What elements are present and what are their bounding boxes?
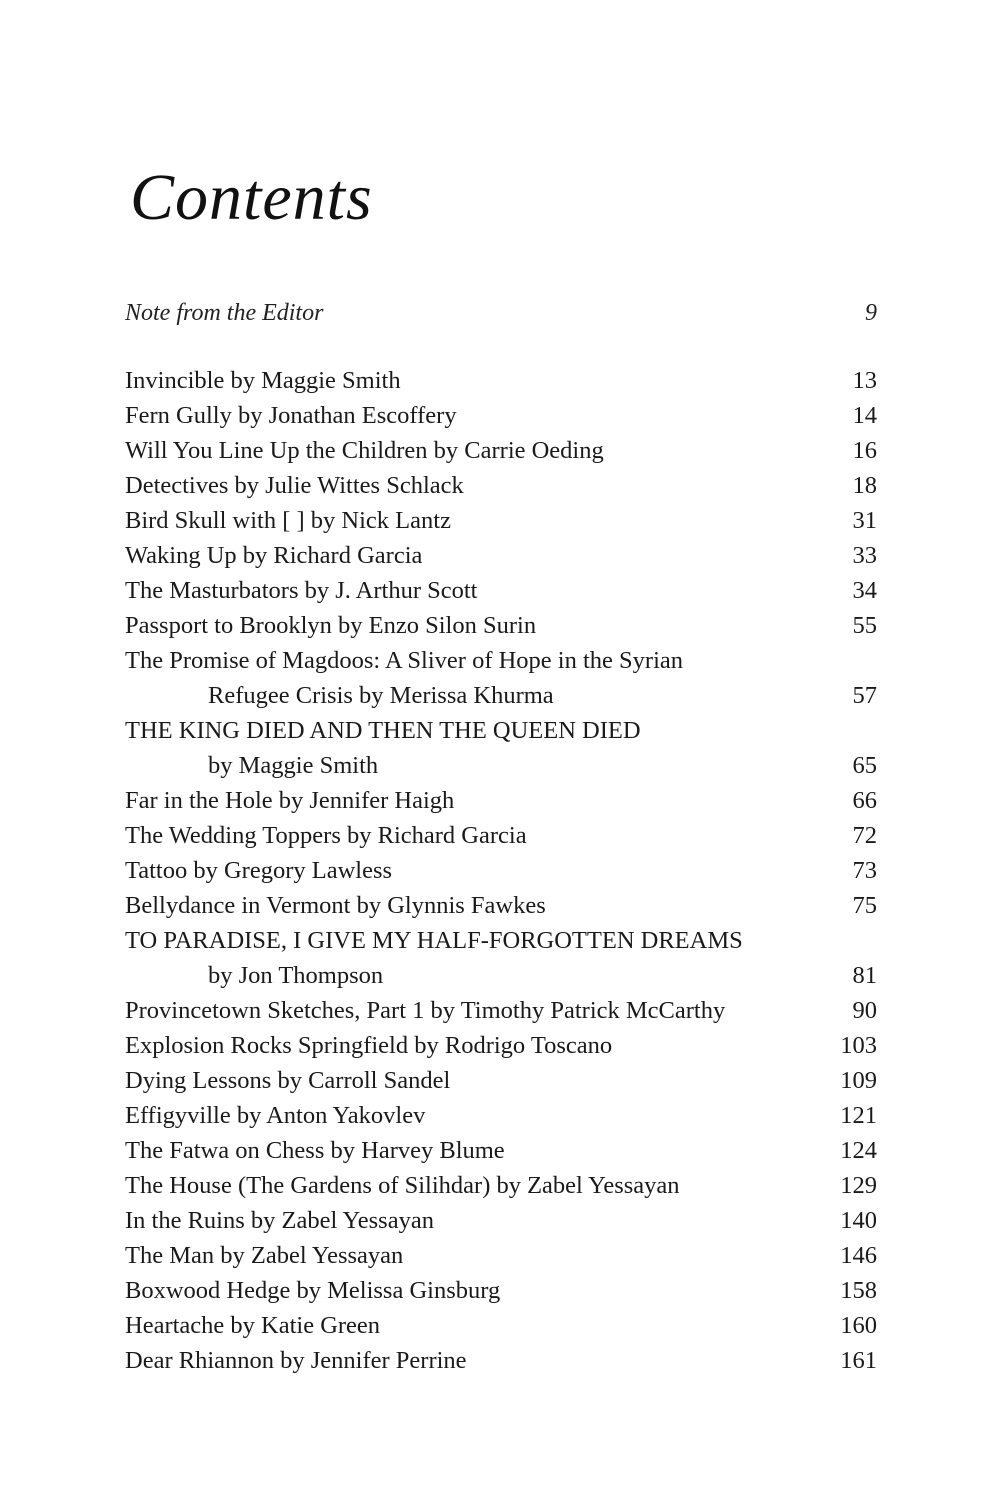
toc-entry[interactable] (125, 1238, 877, 1273)
toc-entry-title: The Man by Zabel Yessayan (125, 1242, 404, 1269)
toc-entry-page-number: 129 (840, 1172, 877, 1199)
toc-entry-title: Effigyville by Anton Yakovlev (125, 1102, 426, 1129)
toc-entry[interactable] (125, 1308, 877, 1343)
toc-entry-page-number: 140 (840, 1207, 877, 1234)
toc-entry[interactable] (125, 468, 877, 503)
toc-entry-page-number: 160 (840, 1312, 877, 1339)
toc-entry[interactable] (125, 853, 877, 888)
toc-entry[interactable] (125, 713, 877, 783)
toc-entry-page-number: 14 (852, 402, 877, 429)
toc-entry[interactable] (125, 608, 877, 643)
toc-entry-page-number: 121 (840, 1102, 877, 1129)
toc-entry-page-number: 16 (852, 437, 877, 464)
toc-entry-title: Dear Rhiannon by Jennifer Perrine (125, 1347, 467, 1374)
toc-entry[interactable] (125, 888, 877, 923)
toc-entry[interactable] (125, 1098, 877, 1133)
toc-entry[interactable] (125, 1273, 877, 1308)
toc-entry[interactable] (125, 503, 877, 538)
toc-entry[interactable] (125, 1063, 877, 1098)
toc-entry-page-number: 103 (840, 1032, 877, 1059)
toc-entry[interactable] (125, 1133, 877, 1168)
toc-entry-page-number: 124 (840, 1137, 877, 1164)
toc-entry[interactable] (125, 363, 877, 398)
toc-entry-page-number: 66 (852, 787, 877, 814)
toc-entry-page-number: 146 (840, 1242, 877, 1269)
toc-entry-title: Fern Gully by Jonathan Escoffery (125, 402, 457, 429)
toc-entry-title: Explosion Rocks Springfield by Rodrigo Toscano (125, 1032, 613, 1059)
editor-note-page: 9 (865, 300, 877, 326)
toc-entry-page-number: 33 (852, 542, 877, 569)
toc-entry-page-number: 73 (852, 857, 877, 884)
toc-entry-title: Heartache by Katie Green (125, 1312, 381, 1339)
toc-entry-title-continued: by Maggie Smith (208, 752, 379, 779)
page-title: Contents (130, 161, 373, 234)
toc-entry-page-number: 57 (852, 682, 877, 709)
toc-entry[interactable] (125, 398, 877, 433)
toc-entry-title: Dying Lessons by Carroll Sandel (125, 1067, 451, 1094)
toc-entry-page-number: 81 (852, 962, 877, 989)
toc-entry-page-number: 72 (852, 822, 877, 849)
toc-entry-title: Far in the Hole by Jennifer Haigh (125, 787, 455, 814)
toc-entry-title: Provincetown Sketches, Part 1 by Timothy Patrick McCarthy (125, 997, 726, 1024)
toc-entry-page-number: 109 (840, 1067, 877, 1094)
toc-entry-title: Boxwood Hedge by Melissa Ginsburg (125, 1277, 501, 1304)
toc-entry-page-number: 55 (852, 612, 877, 639)
toc-entry[interactable] (125, 433, 877, 468)
toc-entry[interactable] (125, 1203, 877, 1238)
toc-entry-title: Bird Skull with [ ] by Nick Lantz (125, 507, 451, 534)
toc-entry-title: The House (The Gardens of Silihdar) by Zabel Yessayan (125, 1172, 680, 1199)
toc-entry-title: The Fatwa on Chess by Harvey Blume (125, 1137, 505, 1164)
toc-entry-page-number: 161 (840, 1347, 877, 1374)
toc-entry-page-number: 75 (852, 892, 877, 919)
toc-entry[interactable] (125, 993, 877, 1028)
toc-entry-title: Invincible by Maggie Smith (125, 367, 401, 394)
toc-entry[interactable] (125, 573, 877, 608)
toc-entry[interactable] (125, 1343, 877, 1378)
toc-entry-title: Bellydance in Vermont by Glynnis Fawkes (125, 892, 546, 919)
toc-entry-page-number: 13 (852, 367, 877, 394)
toc-entry-title: Tattoo by Gregory Lawless (125, 857, 393, 884)
editor-note-title: Note from the Editor (125, 300, 324, 326)
toc-entry-title: Passport to Brooklyn by Enzo Silon Surin (125, 612, 537, 639)
toc-entry-title: Will You Line Up the Children by Carrie Oeding (125, 437, 604, 464)
toc-entry-title: THE KING DIED AND THEN THE QUEEN DIED (125, 717, 641, 744)
toc-entry[interactable] (125, 1028, 877, 1063)
toc-entry[interactable] (125, 538, 877, 573)
toc-entry-page-number: 65 (852, 752, 877, 779)
toc-entry-title: In the Ruins by Zabel Yessayan (125, 1207, 434, 1234)
toc-entry-page-number: 90 (852, 997, 877, 1024)
toc-entry-title-continued: by Jon Thompson (208, 962, 384, 989)
toc-entry[interactable] (125, 923, 877, 993)
toc-entry-page-number: 31 (852, 507, 877, 534)
toc-entry[interactable] (125, 643, 877, 713)
toc-entry-title: The Promise of Magdoos: A Sliver of Hope in the Syrian (125, 647, 683, 674)
toc-entry-title-continued: Refugee Crisis by Merissa Khurma (208, 682, 554, 709)
toc-entry-title: Detectives by Julie Wittes Schlack (125, 472, 464, 499)
toc-entry[interactable] (125, 783, 877, 818)
toc-entry-title: The Wedding Toppers by Richard Garcia (125, 822, 527, 849)
toc-entry[interactable] (125, 1168, 877, 1203)
toc-entry-page-number: 158 (840, 1277, 877, 1304)
toc-entry-title: The Masturbators by J. Arthur Scott (125, 577, 478, 604)
toc-entry-page-number: 18 (852, 472, 877, 499)
toc-entry-page-number: 34 (852, 577, 877, 604)
toc-entry-title: TO PARADISE, I GIVE MY HALF-FORGOTTEN DREAMS (125, 927, 743, 954)
editor-note-entry[interactable] (125, 296, 877, 330)
table-of-contents (125, 363, 877, 1378)
toc-entry[interactable] (125, 818, 877, 853)
toc-entry-title: Waking Up by Richard Garcia (125, 542, 423, 569)
